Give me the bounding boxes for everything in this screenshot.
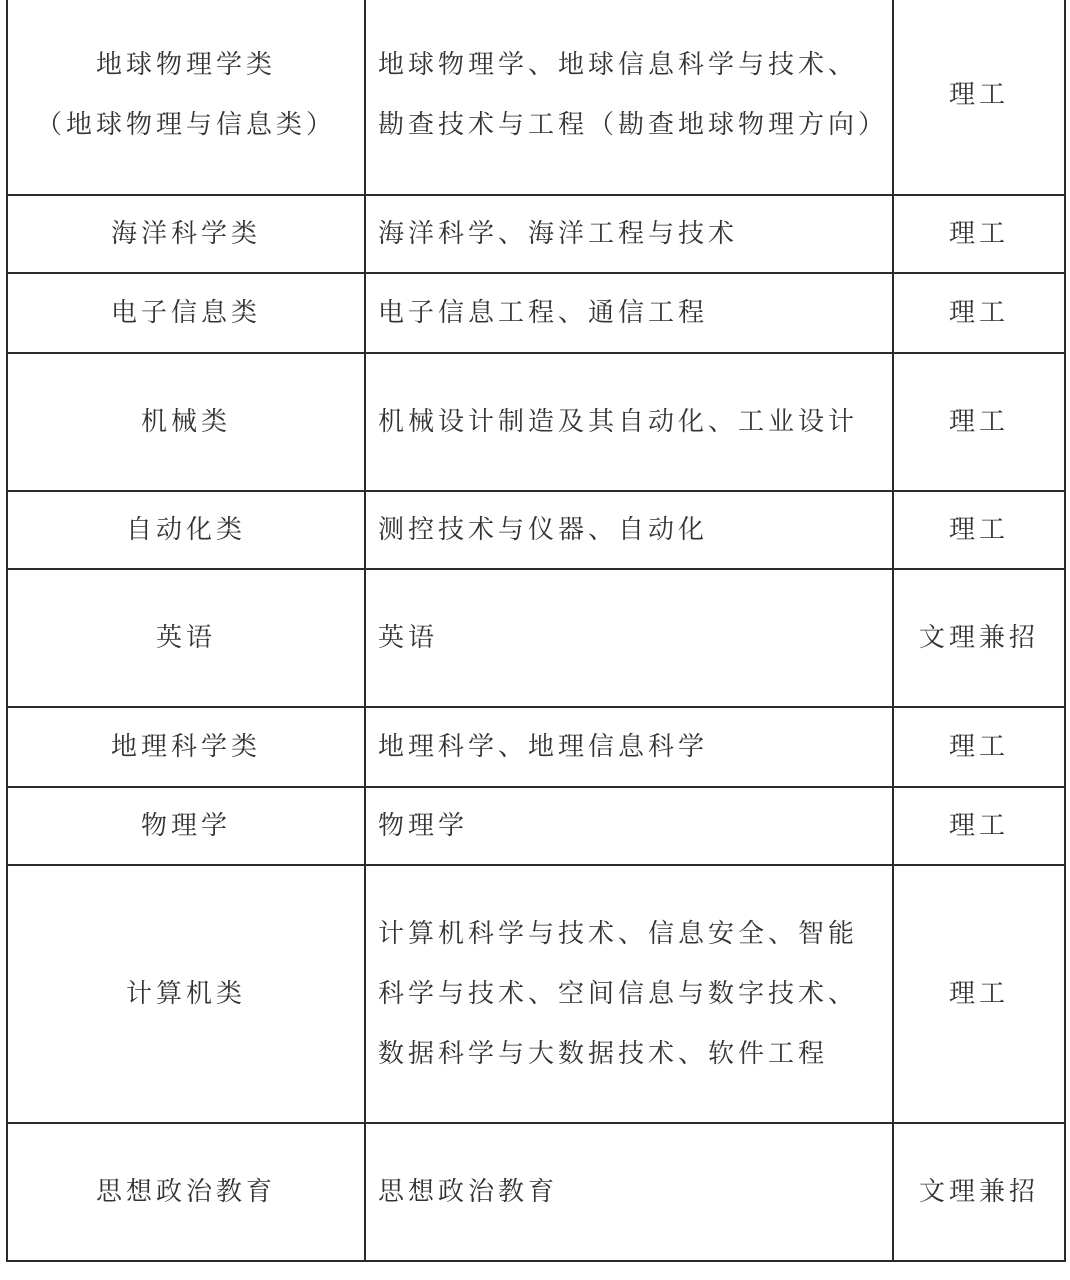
majors-cell xyxy=(365,865,893,1123)
majors-text: 思想政治教育 xyxy=(378,1177,559,1207)
category-cell xyxy=(7,273,365,353)
majors-cell xyxy=(365,273,893,353)
type-text: 理工 xyxy=(948,219,1009,249)
majors-text: 地球物理学、地球信息科学与技术、勘查技术与工程（勘查地球物理方向） xyxy=(378,50,889,140)
majors-text: 测控技术与仪器、自动化 xyxy=(378,515,709,545)
majors-text: 电子信息工程、通信工程 xyxy=(378,298,709,328)
type-text: 理工 xyxy=(948,407,1009,437)
table-row xyxy=(7,0,1065,195)
type-cell xyxy=(893,787,1065,865)
category-text: 地理科学类 xyxy=(110,732,261,762)
majors-cell xyxy=(365,1123,893,1261)
type-text: 文理 xyxy=(918,1177,979,1207)
category-text: 物理学 xyxy=(140,811,231,841)
majors-cell xyxy=(365,0,893,195)
category-text: 思想政治教育 xyxy=(95,1177,276,1207)
majors-cell xyxy=(365,491,893,569)
table-row xyxy=(7,865,1065,1123)
type-cell xyxy=(893,195,1065,273)
type-cell xyxy=(893,353,1065,491)
type-text: 理工 xyxy=(948,298,1009,328)
table-row xyxy=(7,569,1065,707)
majors-text: 地理科学、地理信息科学 xyxy=(378,732,709,762)
category-cell xyxy=(7,491,365,569)
table-row xyxy=(7,707,1065,787)
table-row xyxy=(7,787,1065,865)
category-cell xyxy=(7,1123,365,1261)
majors-cell xyxy=(365,707,893,787)
table-row xyxy=(7,273,1065,353)
table-row xyxy=(7,195,1065,273)
majors-table-container xyxy=(6,0,1064,1262)
category-text: 电子信息类 xyxy=(110,298,261,328)
table-row xyxy=(7,1123,1065,1261)
majors-text: 海洋科学、海洋工程与技术 xyxy=(378,219,739,249)
majors-text: 机械设计制造及其自动化、工业设计 xyxy=(378,407,859,437)
category-text: 计算机类 xyxy=(125,979,246,1009)
type-cell xyxy=(893,707,1065,787)
type-cell xyxy=(893,865,1065,1123)
category-text: 海洋科学类 xyxy=(110,219,261,249)
category-cell xyxy=(7,569,365,707)
type-cell xyxy=(893,569,1065,707)
type-text: 文理 xyxy=(918,623,979,653)
majors-cell xyxy=(365,195,893,273)
category-text: 自动化类 xyxy=(125,515,246,545)
majors-cell xyxy=(365,353,893,491)
category-text: （地球物理与信息类） xyxy=(35,110,336,140)
majors-table xyxy=(6,0,1066,1262)
type-text: 理工 xyxy=(948,811,1009,841)
category-text: 地球物理学类 xyxy=(95,50,276,80)
table-row xyxy=(7,491,1065,569)
category-cell xyxy=(7,0,365,195)
category-cell xyxy=(7,195,365,273)
majors-cell xyxy=(365,569,893,707)
table-row xyxy=(7,353,1065,491)
majors-text: 计算机科学与技术、信息安全、智能科学与技术、空间信息与数字技术、数据科学与大数据技术、软件工程 xyxy=(378,919,859,1069)
type-text: 兼招 xyxy=(979,1177,1040,1207)
type-text: 理工 xyxy=(948,732,1009,762)
majors-cell xyxy=(365,787,893,865)
category-cell xyxy=(7,353,365,491)
type-text: 理工 xyxy=(948,515,1009,545)
category-text: 英语 xyxy=(155,623,216,653)
category-cell xyxy=(7,787,365,865)
category-cell xyxy=(7,707,365,787)
majors-text: 英语 xyxy=(378,623,439,653)
majors-table-body xyxy=(7,0,1065,1261)
type-text: 理工 xyxy=(948,80,1009,110)
majors-text: 物理学 xyxy=(378,811,469,841)
category-text: 机械类 xyxy=(140,407,231,437)
category-cell xyxy=(7,865,365,1123)
type-cell xyxy=(893,491,1065,569)
type-text: 兼招 xyxy=(979,623,1040,653)
type-cell xyxy=(893,0,1065,195)
type-cell xyxy=(893,1123,1065,1261)
type-text: 理工 xyxy=(948,979,1009,1009)
type-cell xyxy=(893,273,1065,353)
